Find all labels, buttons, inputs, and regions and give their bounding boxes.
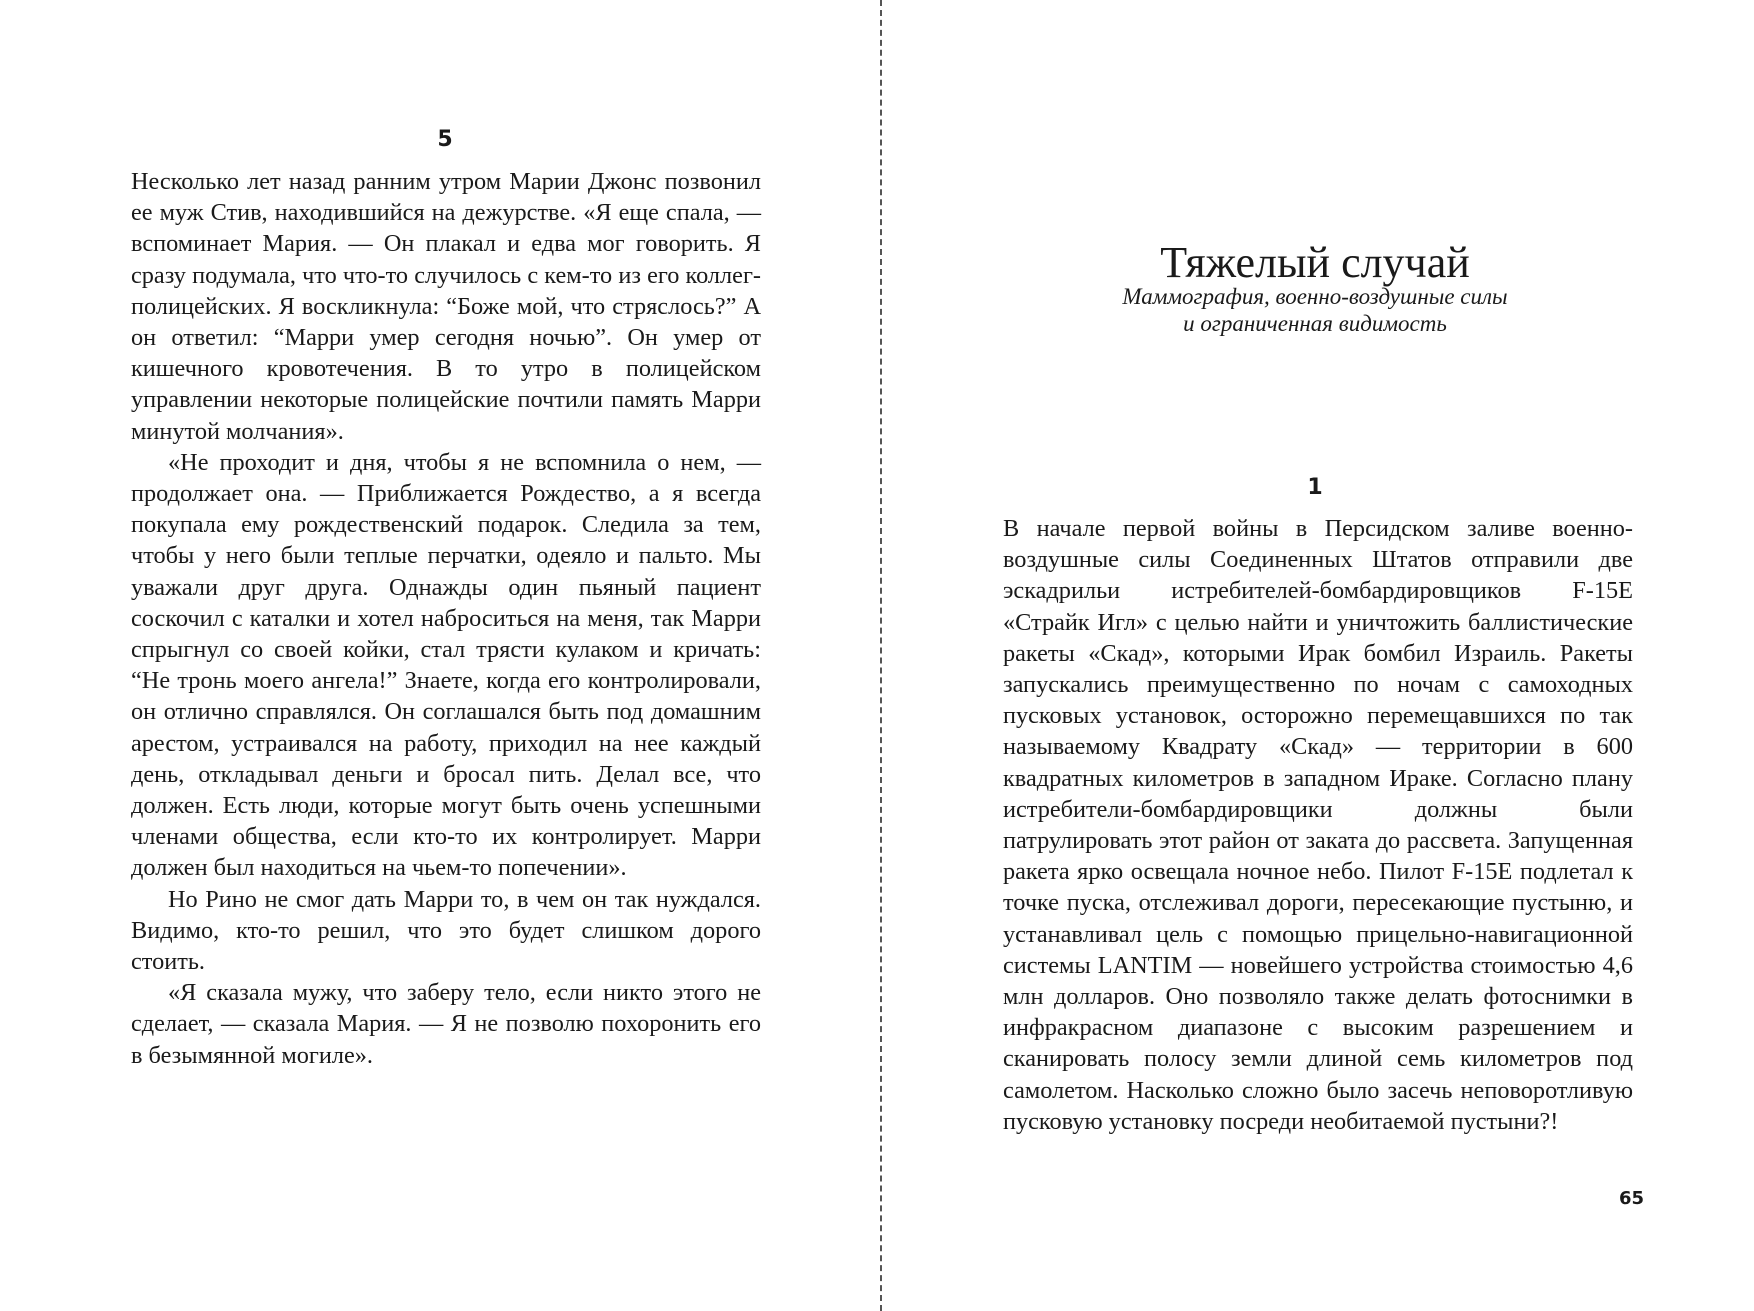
subtitle-line: Маммография, военно-воздушные силы xyxy=(1122,284,1508,309)
chapter-subtitle xyxy=(1000,283,1630,337)
paragraph: «Не проходит и дня, чтобы я не вспомнила о нем, — продолжает она. — Приближается Рождество, а я всегда покупала ему рождественский подарок. Следила за тем, чтобы у него были теплые перчатки, одеяло и пальто. Мы уважали друг друга. Однажды один пьяный пациент соскочил с каталки и хотел наброситься на меня, так Марри спрыгнул со своей койки, стал трясти кулаком и кричать: “Не тронь моего ангела!” Знаете, когда его контролировали, он отлично справлялся. Он соглашался быть под домашним арестом, устраивался на работу, приходил на нее каждый день, откладывал деньги и бросал пить. Делал все, что должен. Есть люди, которые могут быть очень успешными членами общества, если кто-то их контролирует. Марри должен был находиться на чьем-то попечении». xyxy=(131,448,761,882)
chapter-title: Тяжелый случай xyxy=(1160,238,1470,288)
page-number: 65 xyxy=(1618,1188,1644,1209)
paragraph: В начале первой войны в Персидском заливе военно-воздушные силы Соединенных Штатов отправили две эскадрильи истребителей-бомбардировщиков F-15E «Страйк Игл» с целью найти и уничтожить баллистические ракеты «Скад», которыми Ирак бомбил Израиль. Ракеты запускались преимущественно по ночам с самоходных пусковых установок, осторожно перемещавшихся по так называемому Квадрату «Скад» — территории в 600 квадратных километров в западном Ираке. Согласно плану истребители-бомбардировщики должны были патрулировать этот район от заката до рассвета. Запущенная ракета ярко освещала ночное небо. Пилот F-15E подлетал к точке пуска, отслеживал дороги, пересекающие пустыню, и устанавливал цель с помощью прицельно-навигационной системы LANTIM — новейшего устройства стоимостью 4,6 млн долларов. Оно позволяло также делать фотоснимки в инфракрасном диапазоне с высоким разрешением и сканировать полосу земли длиной семь километров под самолетом. Насколько сложно было засечь неповоротливую пусковую установку посреди необитаемой пустыни?! xyxy=(1003,515,1633,1135)
paragraph: Несколько лет назад ранним утром Марии Джонс позвонил ее муж Стив, находившийся на дежурстве. «Я еще спала, — вспоминает Мария. — Он плакал и едва мог говорить. Я сразу подумала, что что-то случилось с кем-то из его коллег-полицейских. Я воскликнула: “Боже мой, что стряслось?” А он ответил: “Марри умер сегодня ночью”. Он умер от кишечного кровотечения. В то утро в полицейском управлении некоторые полицейские почтили память Марри минутой молчания». xyxy=(131,168,761,445)
paragraph: Но Рино не смог дать Марри то, в чем он так нуждался. Видимо, кто-то решил, что это будет слишком дорого стоить. xyxy=(131,885,761,976)
paragraph: «Я сказала мужу, что заберу тело, если никто этого не сделает, — сказала Мария. — Я не позволю похоронить его в безымянной могиле». xyxy=(131,979,761,1069)
right-page xyxy=(884,0,1754,1311)
section-number: 5 xyxy=(437,127,453,152)
page-divider xyxy=(880,0,882,1311)
body-text xyxy=(131,166,761,1071)
section-number: 1 xyxy=(1307,475,1323,500)
subtitle-line: и ограниченная видимость xyxy=(1183,311,1447,336)
body-text xyxy=(1003,513,1633,1137)
